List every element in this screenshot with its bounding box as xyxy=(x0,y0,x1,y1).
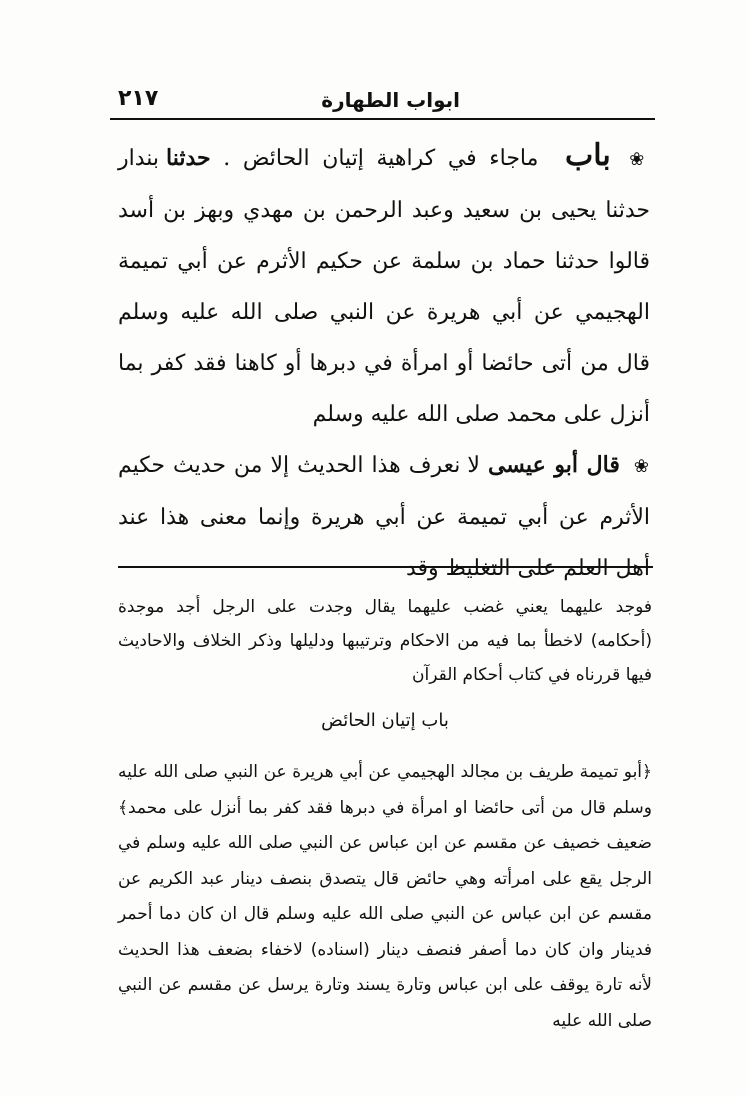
flower-bullet-icon: ❀ xyxy=(629,149,650,170)
commentary-paragraph-2: ﴿أبو تميمة طريف بن مجالد الهجيمي عن أبي هريرة عن النبي صلى الله عليه وسلم قال من أتى حائضا او امرأة في دبرها فقد كفر بما أنزل على محمد﴾ ضعيف خصيف عن مقسم عن ابن عباس عن النبي صلى الله عليه وسلم في الرجل يقع على امرأته وهي حائض قال يتصدق بنصف دينار عبد الكريم عن مقسم عن ابن عباس عن النبي صلى الله عليه وسلم قال ان كان دما أحمر فدينار وان كان دما أصفر فنصف دينار (اسناده) لاخفاء بضعف هذا الحديث لأنه تارة يوقف على ابن عباس وتارة يسند وتارة يرسل عن مقسم عن النبي صلى الله عليه xyxy=(118,762,652,1031)
hadith-paragraph-1 xyxy=(118,130,650,440)
commentary-sub-heading: باب إتيان الحائض xyxy=(321,710,449,731)
page-header xyxy=(110,88,655,120)
hadith-text xyxy=(118,130,650,594)
chapter-heading: ماجاء في كراهية إتيان الحائض . xyxy=(223,146,539,171)
hadith-body: بندار حدثنا يحيى بن سعيد وعبد الرحمن بن مهدي وبهز بن أسد قالوا حدثنا حماد بن سلمة عن حكيم الأثرم عن أبي تميمة الهجيمي عن أبي هريرة عن النبي صلى الله عليه وسلم قال من أتى حائضا أو امرأة في دبرها أو كاهنا فقد كفر بما أنزل على محمد صلى الله عليه وسلم xyxy=(118,146,650,427)
flower-bullet-icon: ❀ xyxy=(633,456,650,477)
commentary-block-2 xyxy=(118,755,652,1039)
author-remark: لا نعرف هذا الحديث إلا من حديث حكيم الأثرم عن أبي تميمة عن أبي هريرة وإنما معنى هذا عند أهل العلم على التغليظ وقد xyxy=(118,453,650,581)
chapter-word: باب xyxy=(564,138,611,173)
author-remark-label: قال أبو عيسى xyxy=(487,452,620,478)
hadith-paragraph-2 xyxy=(118,440,650,594)
commentary-paragraph-1: فوجد عليهما يعني غضب عليهما يقال وجدت على الرجل أجد موجدة (أحكامه) لاخطأ بما فيه من الاحكام وترتيبها ودليلها وذكر الخلاف والاحاديث فيها قررناه في كتاب أحكام القرآن xyxy=(118,597,652,685)
footnote-divider xyxy=(118,566,653,568)
narration-marker: حدثنا xyxy=(166,145,211,171)
running-title: ابواب الطهارة xyxy=(321,88,460,112)
page-number: ٢١٧ xyxy=(118,86,159,111)
commentary-block-1 xyxy=(118,590,652,692)
